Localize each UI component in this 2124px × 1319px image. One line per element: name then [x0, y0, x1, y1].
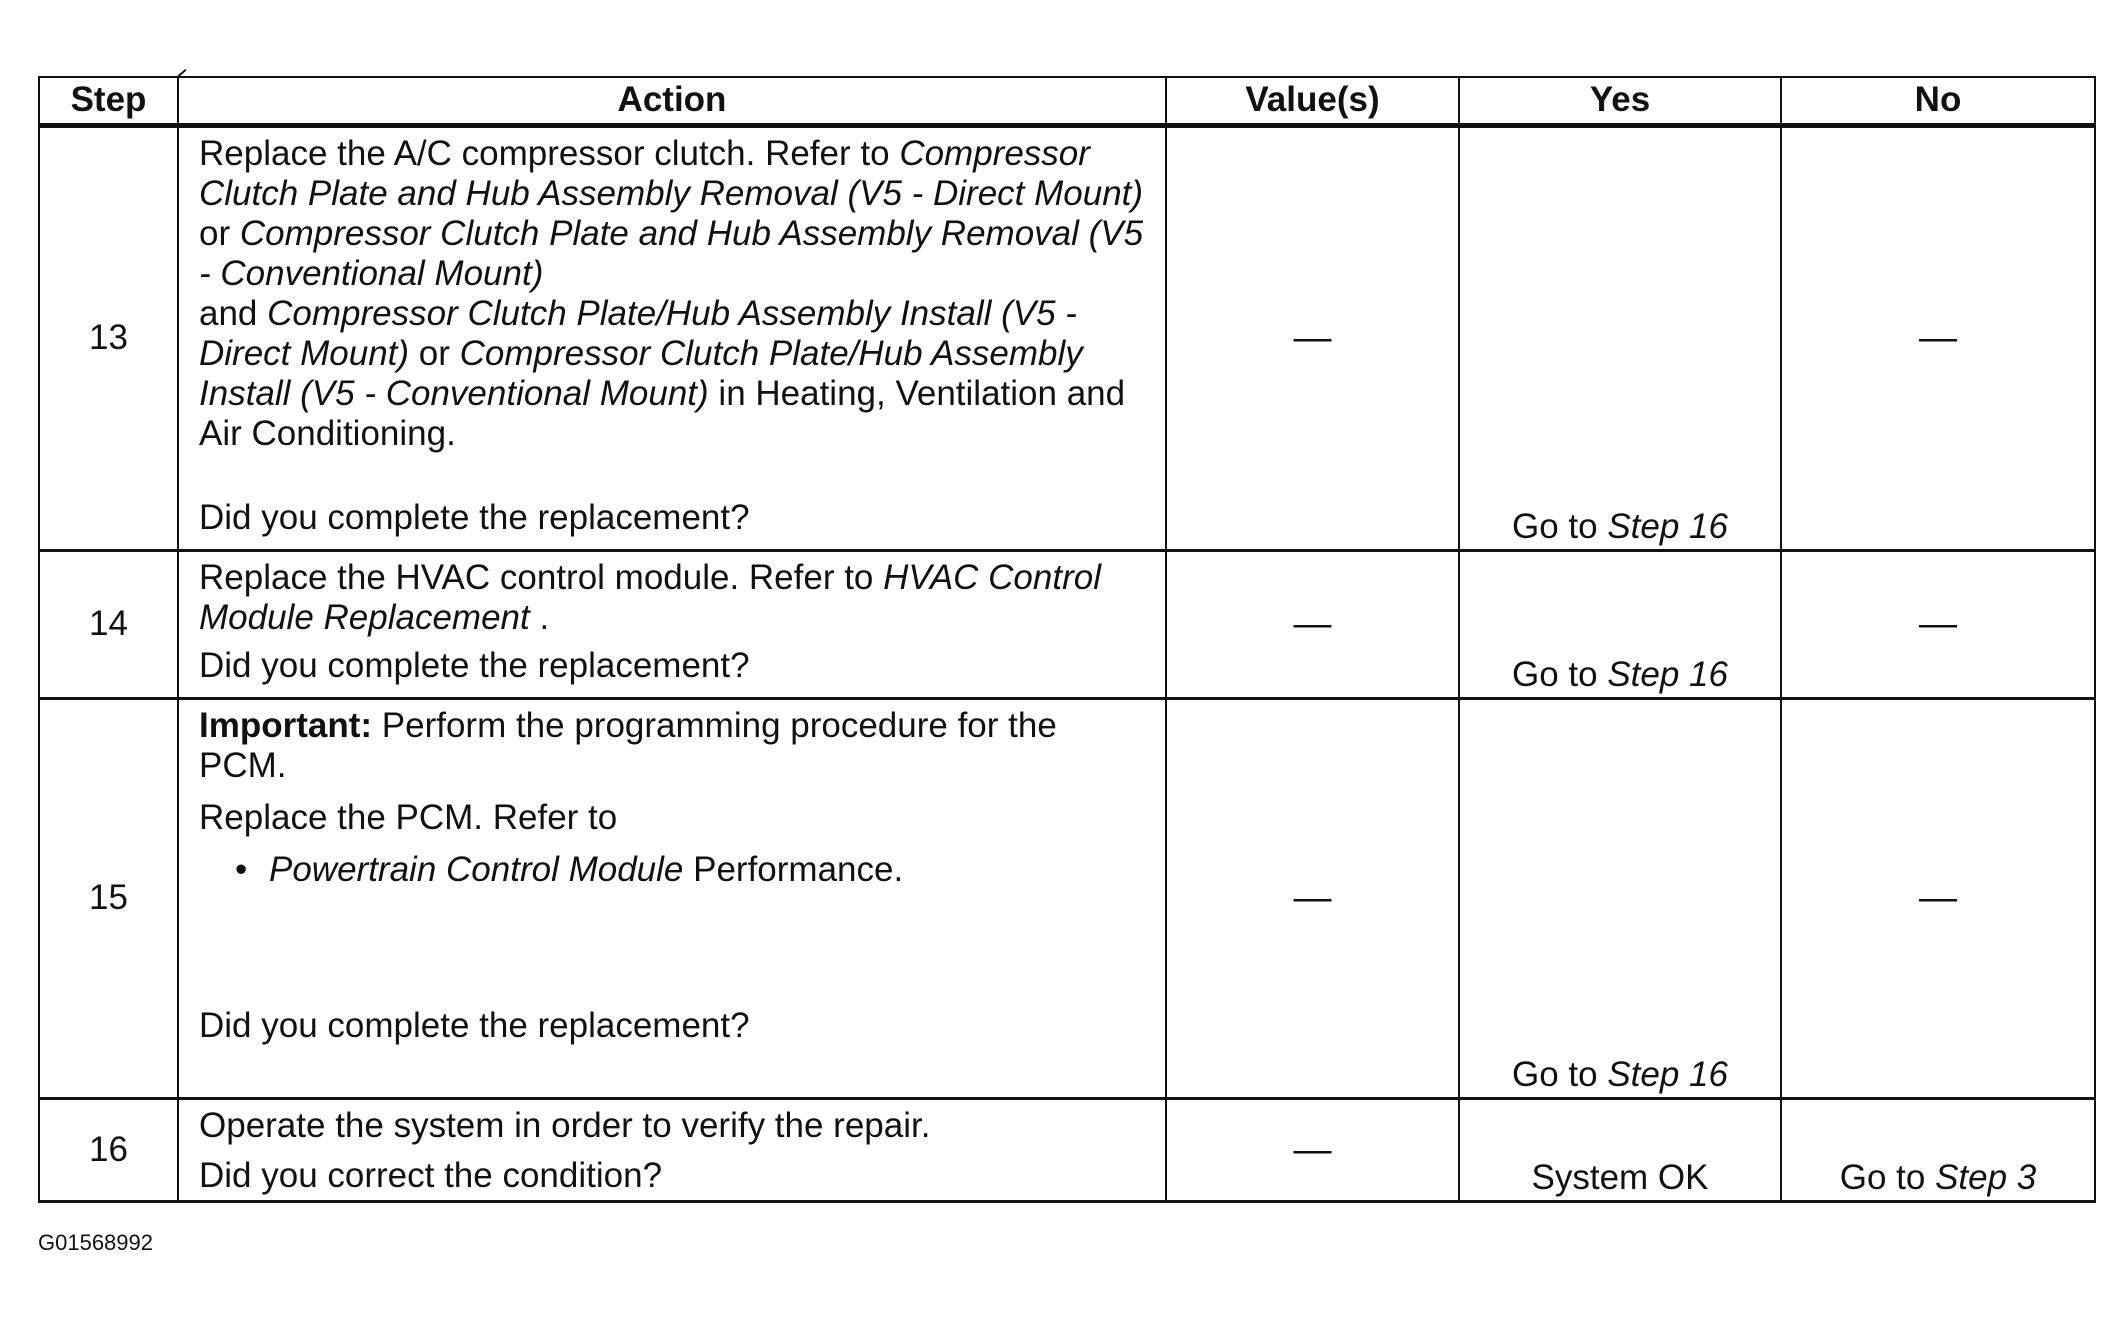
action-instruction — [199, 558, 1151, 638]
action-question: Did you complete the replacement? — [199, 1005, 750, 1045]
values-cell: — — [1166, 1098, 1459, 1201]
table-row-step-14 — [39, 550, 2095, 698]
step-link[interactable]: Step 16 — [1607, 654, 1728, 694]
values-cell: — — [1166, 125, 1459, 550]
reference-link[interactable]: Compressor Clutch Plate/Hub Assembly Install (V5 - Conventional Mount) — [199, 333, 1083, 413]
no-cell: — — [1781, 550, 2095, 698]
table-row-step-15 — [39, 698, 2095, 1098]
table-header-row — [39, 77, 2095, 125]
step-number: 14 — [39, 550, 178, 698]
step-link[interactable]: Step 16 — [1607, 1054, 1728, 1094]
values-cell: — — [1166, 698, 1459, 1098]
yes-text: Go to — [1512, 1054, 1608, 1094]
important-note — [199, 706, 1059, 786]
yes-cell: System OK — [1459, 1098, 1781, 1201]
reference-link[interactable]: HVAC Control Module Replacement — [199, 557, 1101, 637]
action-text: in Heating, Ventilation and Air Conditioning. — [199, 373, 1126, 453]
bullet-icon: • — [235, 849, 248, 889]
action-cell — [178, 125, 1166, 550]
step-number: 13 — [39, 125, 178, 550]
no-cell: — — [1781, 698, 2095, 1098]
action-text: or — [409, 333, 460, 373]
important-text: Perform the programming procedure for the PCM. — [199, 705, 1057, 785]
action-cell — [178, 550, 1166, 698]
step-link[interactable]: Step 16 — [1607, 506, 1728, 546]
yes-text: Go to — [1512, 654, 1608, 694]
no-cell: — — [1781, 125, 2095, 550]
yes-text: Go to — [1512, 506, 1608, 546]
action-question: Did you complete the replacement? — [199, 645, 750, 685]
step-link[interactable]: Step 3 — [1935, 1157, 2037, 1197]
yes-cell — [1459, 550, 1781, 698]
bullet-item — [235, 850, 1151, 890]
action-instruction: Replace the PCM. Refer to — [199, 797, 618, 837]
reference-link[interactable]: Compressor Clutch Plate and Hub Assembly Removal (V5 - Direct Mount) — [199, 133, 1144, 213]
action-question: Did you complete the replacement? — [199, 497, 750, 537]
header-values: Value(s) — [1166, 77, 1459, 125]
header-action: Action — [178, 77, 1166, 125]
important-label: Important: — [199, 705, 373, 745]
step-number: 15 — [39, 698, 178, 1098]
action-text: or — [199, 213, 240, 253]
yes-cell — [1459, 125, 1781, 550]
spacer — [199, 454, 1151, 498]
header-no: No — [1781, 77, 2095, 125]
action-cell — [178, 698, 1166, 1098]
no-text: Go to — [1839, 1157, 1936, 1197]
action-text: . — [529, 597, 550, 637]
reference-link[interactable]: Compressor Clutch Plate/Hub Assembly Install (V5 - Direct Mount) — [199, 293, 1077, 373]
yes-cell — [1459, 698, 1781, 1098]
action-text: and — [199, 293, 268, 333]
diagnostic-table — [38, 76, 2096, 1203]
action-instruction: Operate the system in order to verify the repair. — [199, 1105, 931, 1145]
header-yes: Yes — [1459, 77, 1781, 125]
header-step: Step — [39, 77, 178, 125]
action-text: Replace the HVAC control module. Refer to — [199, 557, 884, 597]
action-question: Did you correct the condition? — [199, 1155, 663, 1195]
step-number: 16 — [39, 1098, 178, 1201]
values-cell: — — [1166, 550, 1459, 698]
action-text: Replace the A/C compressor clutch. Refer to — [199, 133, 900, 173]
bullet-text: Performance. — [683, 849, 904, 889]
reference-link[interactable]: Powertrain Control Module — [269, 849, 684, 889]
table-row-step-16 — [39, 1098, 2095, 1201]
action-instruction — [199, 134, 1151, 454]
reference-link[interactable]: Compressor Clutch Plate and Hub Assembly Removal (V5 - Conventional Mount) — [199, 213, 1144, 293]
table-row-step-13 — [39, 125, 2095, 550]
spacer — [199, 890, 1151, 1006]
no-cell — [1781, 1098, 2095, 1201]
action-cell — [178, 1098, 1166, 1201]
figure-id: G01568992 — [38, 1230, 153, 1255]
